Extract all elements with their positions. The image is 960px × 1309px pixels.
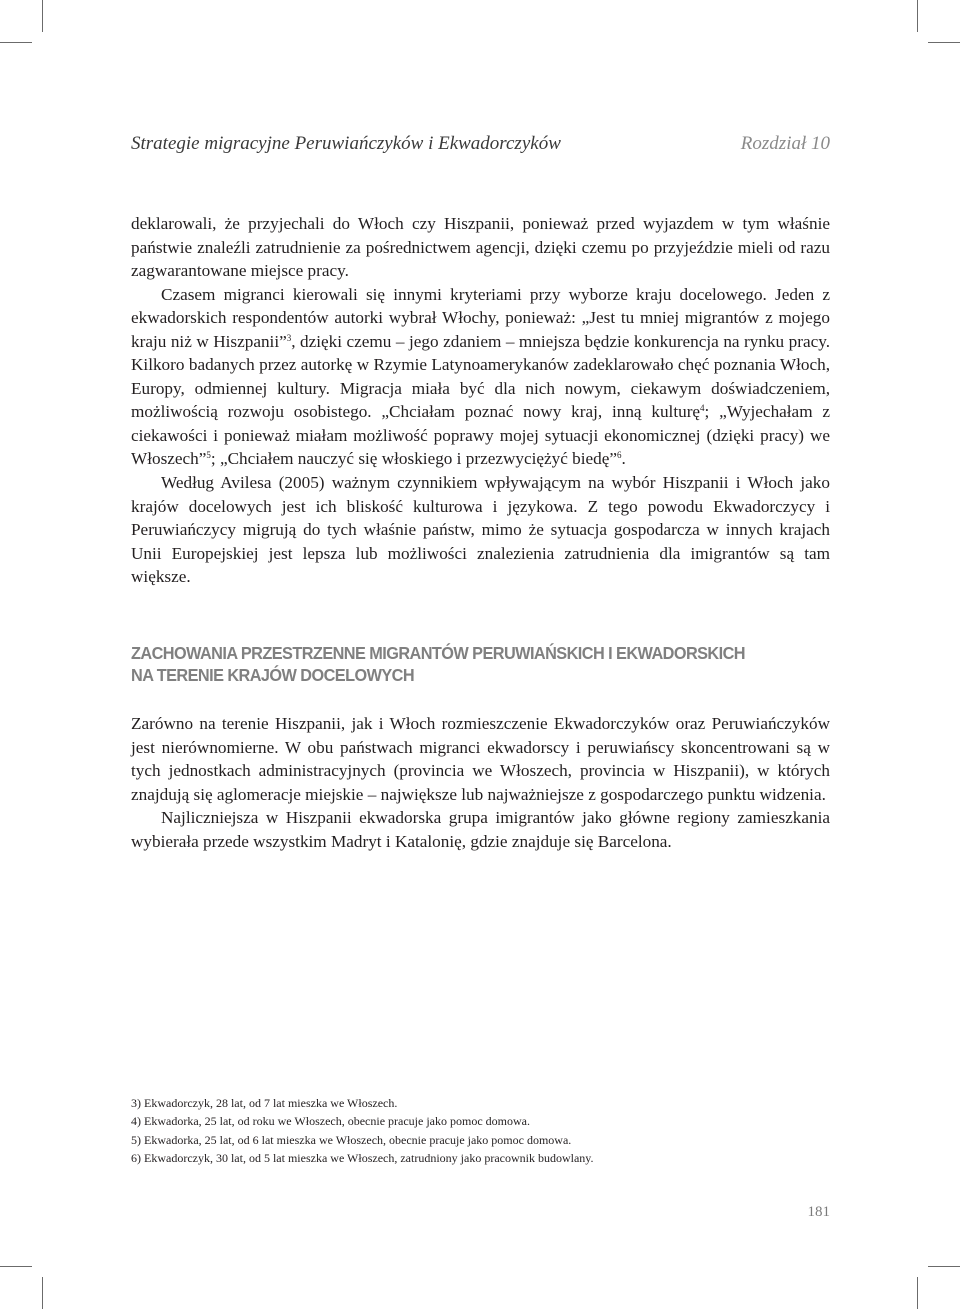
footnote-4: 4) Ekwadorka, 25 lat, od roku we Włoszech, obecnie pracuje jako pomoc domowa. <box>131 1114 530 1129</box>
footnote-ref-3: 3 <box>286 332 292 343</box>
footnote-3: 3) Ekwadorczyk, 28 lat, od 7 lat mieszka we Włoszech. <box>131 1096 398 1110</box>
paragraph-2: Czasem migranci kierowali się innymi kryteriami przy wyborze kraju docelowego. Jeden z ekwadorskich respondentów autorki wybrał Włochy, ponieważ: „Jest tu mniej migrantów z mojego kraju niż w Hiszpanii”$^3$, dzięki czemu – jego zdaniem – mniejsza będzie konkurencja na rynku pracy. Kilkoro badanych przez autorkę w Rzymie Latynoamerykanów zadeklarowało chęć poznania Włoch, Europy, odmiennej kultury. Migracja miała być dla nich nowym, ciekawym doświadczeniem, możliwością rozwoju osobistego. „Chciałam poznać nowy kraj, inną kulturę$^4$; „Wyjechałam z ciekawości i ponieważ miałam możliwość poprawy mojej sytuacji ekonomicznej (dzięki pracy) we Włoszech”$^5$; „Chciałem nauczyć się włoskiego i przezwyciężyć biedę”$^6$. <box>131 284 830 469</box>
footnote-5: 5) Ekwadorka, 25 lat, od 6 lat mieszka we Włoszech, obecnie pracuje jako pomoc domowa. <box>131 1132 572 1147</box>
paragraph-3: Według Avilesa (2005) ważnym czynnikiem wpływającym na wybór Hiszpanii i Włoch jako krajów docelowych jest ich bliskość kulturowa i językowa. Z tego powodu Ekwadorczycy i Peruwiańczycy migrują do tych właśnie państw, mimo że sytuacja gospodarcza w innych krajach Unii Europejskiej jest lepsza lub możliwości znalezienia zatrudnienia dla imigrantów są tam większe. <box>131 473 830 587</box>
footnote-ref-6: 6 <box>617 450 622 461</box>
body-text-bottom <box>131 712 830 853</box>
crop-mark-top-left-v <box>42 0 43 32</box>
page-number: 181 <box>807 1204 830 1220</box>
crop-mark-top-right-v <box>917 0 918 32</box>
footnote-ref-4: 4 <box>700 403 705 414</box>
footnotes <box>131 1094 830 1167</box>
section-heading-line-2: NA TERENIE KRAJÓW DOCELOWYCH <box>131 665 415 685</box>
footnote-ref-5: 5 <box>206 450 211 461</box>
crop-mark-bottom-right-v <box>917 1277 918 1309</box>
section-heading <box>131 642 781 686</box>
running-header-chapter: Rozdział 10 <box>740 133 830 154</box>
running-header-title: Strategie migracyjne Peruwiańczyków i Ekwadorczyków <box>131 133 561 154</box>
body-text-top <box>131 212 830 589</box>
paragraph-5: Najliczniejsza w Hiszpanii ekwadorska grupa imigrantów jako główne regiony zamieszkania wybierała przede wszystkim Madryt i Katalonię, gdzie znajduje się Barcelona. <box>131 808 830 851</box>
crop-mark-bottom-left-v <box>42 1277 43 1309</box>
crop-mark-top-right-h <box>928 42 960 43</box>
crop-mark-top-left-h <box>0 42 32 43</box>
running-header <box>131 133 830 155</box>
footnote-6: 6) Ekwadorczyk, 30 lat, od 5 lat mieszka we Włoszech, zatrudniony jako pracownik budowlany. <box>131 1150 594 1165</box>
crop-mark-bottom-left-h <box>0 1266 32 1267</box>
paragraph-4: Zarówno na terenie Hiszpanii, jak i Włoch rozmieszczenie Ekwadorczyków oraz Peruwiańczyków jest nierównomierne. W obu państwach migranci ekwadorscy i peruwiańscy skoncentrowani są w tych jednostkach administracyjnych (provincia we Włoszech, provincia w Hiszpanii), w których znajdują się aglomeracje miejskie – największe lub najważniejsze z gospodarczego punktu widzenia. <box>131 714 830 804</box>
crop-mark-bottom-right-h <box>928 1266 960 1267</box>
section-heading-line-1: ZACHOWANIA PRZESTRZENNE MIGRANTÓW PERUWIAŃSKICH I EKWADORSKICH <box>131 643 745 663</box>
paragraph-1: deklarowali, że przyjechali do Włoch czy Hiszpanii, ponieważ przed wyjazdem w tym właśnie państwie znaleźli zatrudnienie za pośrednictwem agencji, dzięki czemu po przyjeździe mieli od razu zagwarantowane miejsce pracy. <box>131 214 830 281</box>
